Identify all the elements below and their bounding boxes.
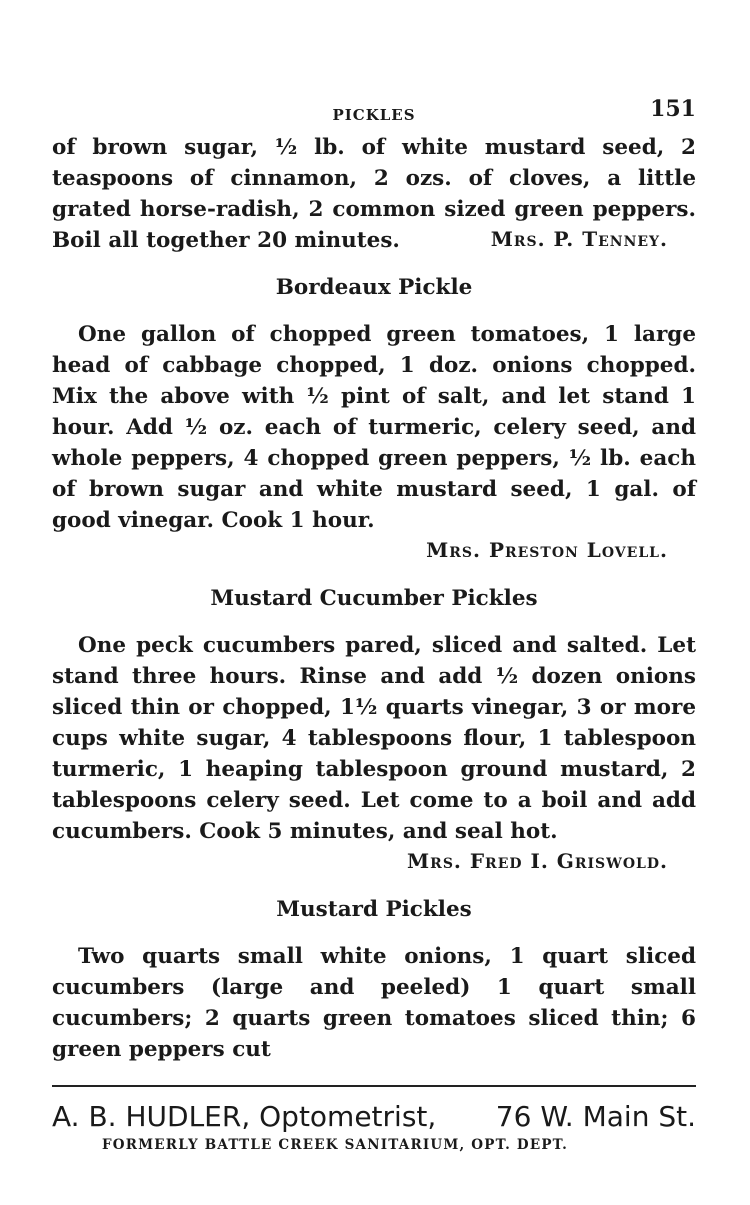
recipe-body: of brown sugar, ½ lb. of white mustard seed, 2 teaspoons of cinnamon, 2 ozs. of cloves, a little grated horse-radish, 2 common sized green peppers. Boil all together 20 minutes. (52, 135, 696, 253)
recipe-mustard-pickles (52, 895, 696, 1065)
recipe-title: Mustard Pickles (276, 897, 472, 922)
ad-headline (52, 1099, 696, 1135)
page-number: 151 (650, 96, 696, 122)
divider (52, 1085, 696, 1087)
recipe-body: Two quarts small white onions, 1 quart sliced cucumbers (large and peeled) 1 quart small cucumbers; 2 quarts green tomatoes sliced thin; 6 green peppers cut (52, 944, 696, 1062)
recipe-author: Mrs. P. Tenney. (490, 227, 668, 251)
recipe-author: Mrs. Fred I. Griswold. (407, 849, 668, 873)
recipe-continuation (52, 132, 696, 253)
recipe-mustard-cucumber-pickles (52, 584, 696, 875)
running-head (52, 92, 696, 132)
ad-tagline: FORMERLY BATTLE CREEK SANITARIUM, OPT. DEPT. (102, 1137, 569, 1153)
recipe-bordeaux-pickle (52, 273, 696, 564)
book-page (52, 92, 696, 1153)
recipe-body: One peck cucumbers pared, sliced and salted. Let stand three hours. Rinse and add ½ dozen onions sliced thin or chopped, 1½ quarts vinegar, 3 or more cups white sugar, 4 tablespoons flour, 1 tablespoon turmeric, 1 heaping tablespoon ground mustard, 2 tablespoons celery seed. Let come to a boil and add cucumbers. Cook 5 minutes, and seal hot. (52, 633, 696, 844)
ad-name: A. B. HUDLER, Optometrist, (52, 1100, 437, 1133)
recipe-author: Mrs. Preston Lovell. (426, 538, 668, 562)
recipe-title: Mustard Cucumber Pickles (210, 586, 538, 611)
running-title: PICKLES (332, 106, 416, 124)
recipe-title: Bordeaux Pickle (275, 275, 473, 300)
recipe-body: One gallon of chopped green tomatoes, 1 large head of cabbage chopped, 1 doz. onions chopped. Mix the above with ½ pint of salt, and let stand 1 hour. Add ½ oz. each of turmeric, celery seed, and whole peppers, 4 chopped green peppers, ½ lb. each of brown sugar and white mustard seed, 1 gal. of good vinegar. Cook 1 hour. (52, 322, 696, 533)
advertisement (52, 1099, 696, 1153)
ad-address: 76 W. Main St. (495, 1100, 696, 1133)
